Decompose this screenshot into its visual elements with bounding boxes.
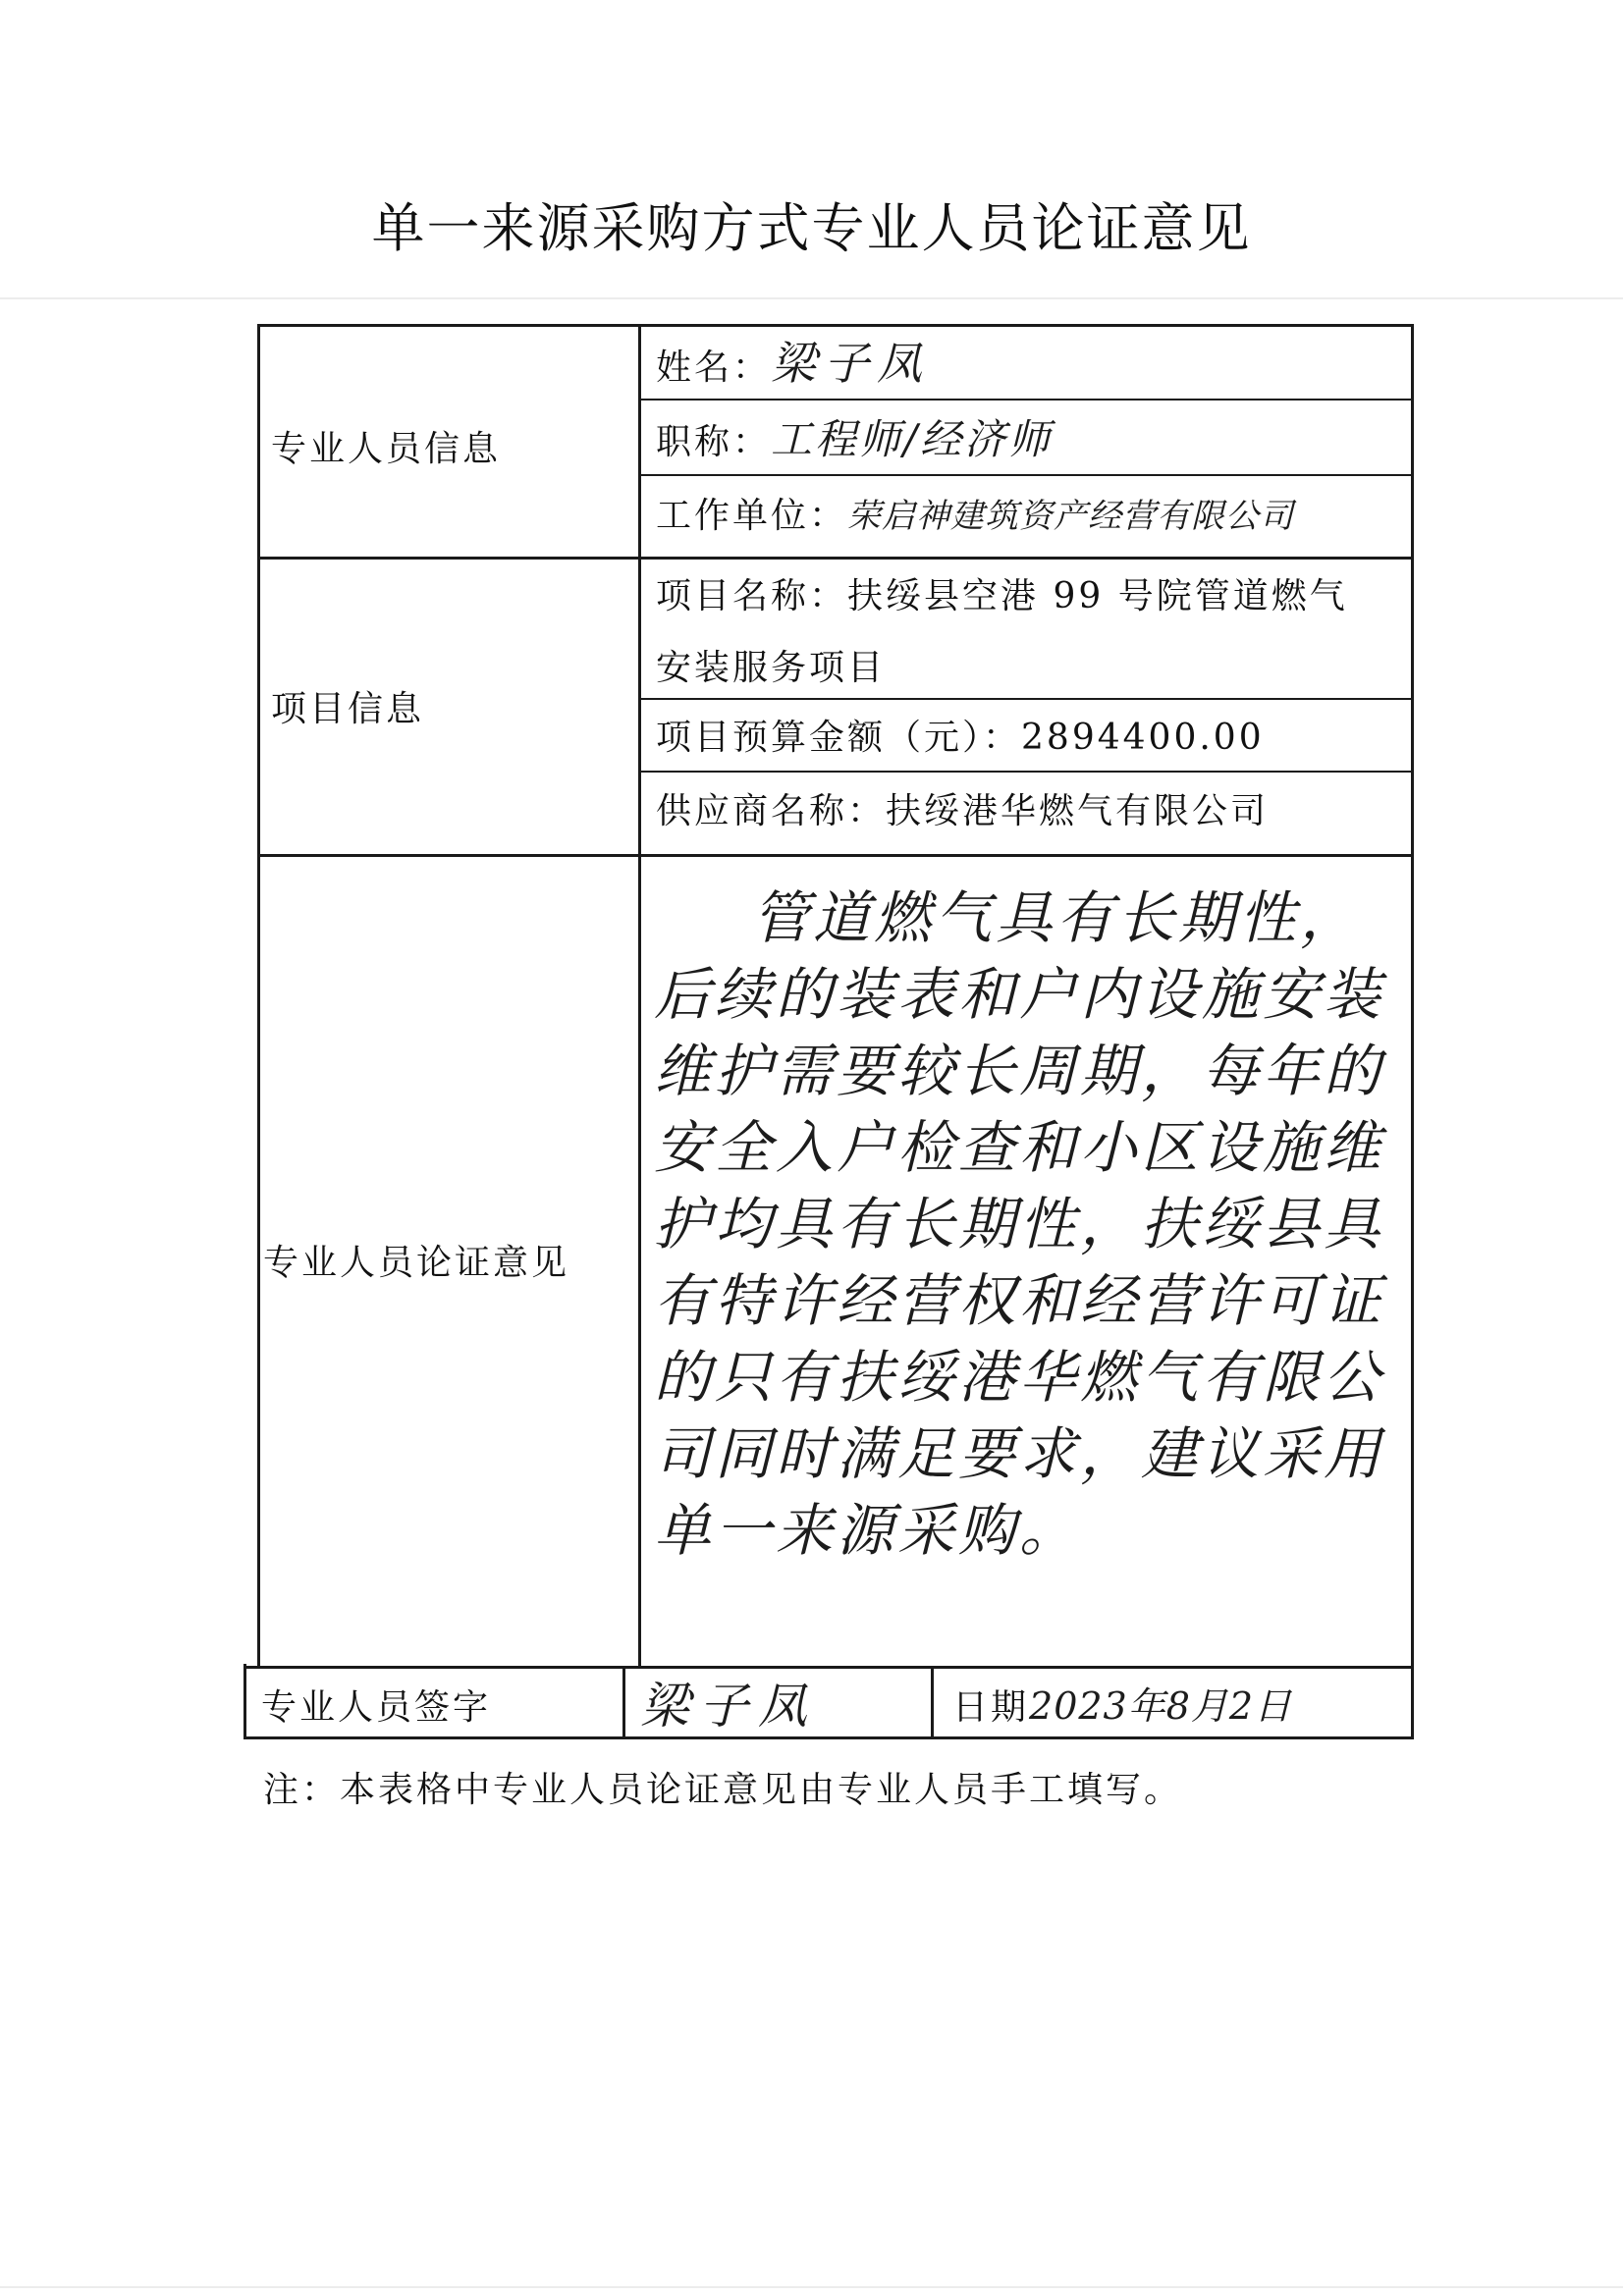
date-row [952, 1686, 1292, 1728]
opinion-text: 管道燃气具有长期性，后续的装表和户内设施安装维护需要较长周期，每年的安全入户检查和小区设施维护均具有长期性，扶绥县具有特许经营权和经营许可证的只有扶绥港华燃气有限公司同时满足要求，建议采用单一来源采购。 [654, 884, 1385, 1564]
page-title: 单一来源采购方式专业人员论证意见 [371, 197, 1252, 259]
staff-info-label: 专业人员信息 [271, 429, 502, 469]
row-divider-name [638, 399, 1414, 400]
table-border-top [257, 324, 1414, 327]
project-info-label: 项目信息 [271, 689, 425, 729]
scan-edge-bottom [0, 2286, 1623, 2288]
column-divider [638, 324, 641, 1669]
project-name-line1 [656, 577, 1348, 616]
signature-value: 梁子凤 [640, 1678, 817, 1735]
project-name-value-1: 扶绥县空港 99 号院管道燃气 [847, 576, 1348, 616]
table-border-left-lower [243, 1664, 246, 1739]
employer-row [656, 497, 1294, 536]
date-label: 日期 [952, 1687, 1030, 1728]
budget-value: 2894400.00 [1021, 718, 1265, 758]
budget-label: 项目预算金额（元）： [656, 718, 1022, 758]
opinion-label: 专业人员论证意见 [263, 1243, 570, 1283]
table-border-bottom [243, 1736, 1414, 1739]
employer-value: 荣启神建筑资产经营有限公司 [847, 497, 1295, 536]
name-value: 梁子凤 [771, 337, 931, 390]
signature-divider-left [622, 1666, 625, 1739]
section-divider-3 [243, 1666, 1414, 1669]
row-divider-project [638, 698, 1414, 700]
row-divider-title [638, 474, 1414, 476]
table-border-left-upper [257, 324, 260, 1669]
name-row [656, 337, 931, 390]
scan-edge-top [0, 297, 1623, 299]
date-value: 2023年8月2日 [1029, 1684, 1293, 1728]
project-name-label: 项目名称： [656, 576, 848, 616]
signature-divider-right [931, 1666, 934, 1739]
employer-label: 工作单位： [656, 496, 848, 536]
budget-row [656, 719, 1265, 758]
title-value: 工程师/经济师 [771, 415, 1054, 463]
project-name-line2: 安装服务项目 [656, 648, 887, 688]
form-table [243, 324, 1414, 1739]
section-divider-2 [257, 854, 1414, 857]
footnote: 注：本表格中专业人员论证意见由专业人员手工填写。 [263, 1770, 1183, 1810]
row-divider-budget [638, 771, 1414, 773]
section-divider-1 [257, 557, 1414, 560]
title-label: 职称： [656, 422, 772, 462]
supplier-value: 扶绥港华燃气有限公司 [886, 791, 1270, 831]
signature-label: 专业人员签字 [261, 1687, 492, 1728]
supplier-label: 供应商名称： [656, 791, 887, 831]
name-label: 姓名： [656, 347, 772, 388]
table-border-right [1411, 324, 1414, 1739]
title-row [656, 415, 1054, 463]
supplier-row [656, 792, 1269, 831]
